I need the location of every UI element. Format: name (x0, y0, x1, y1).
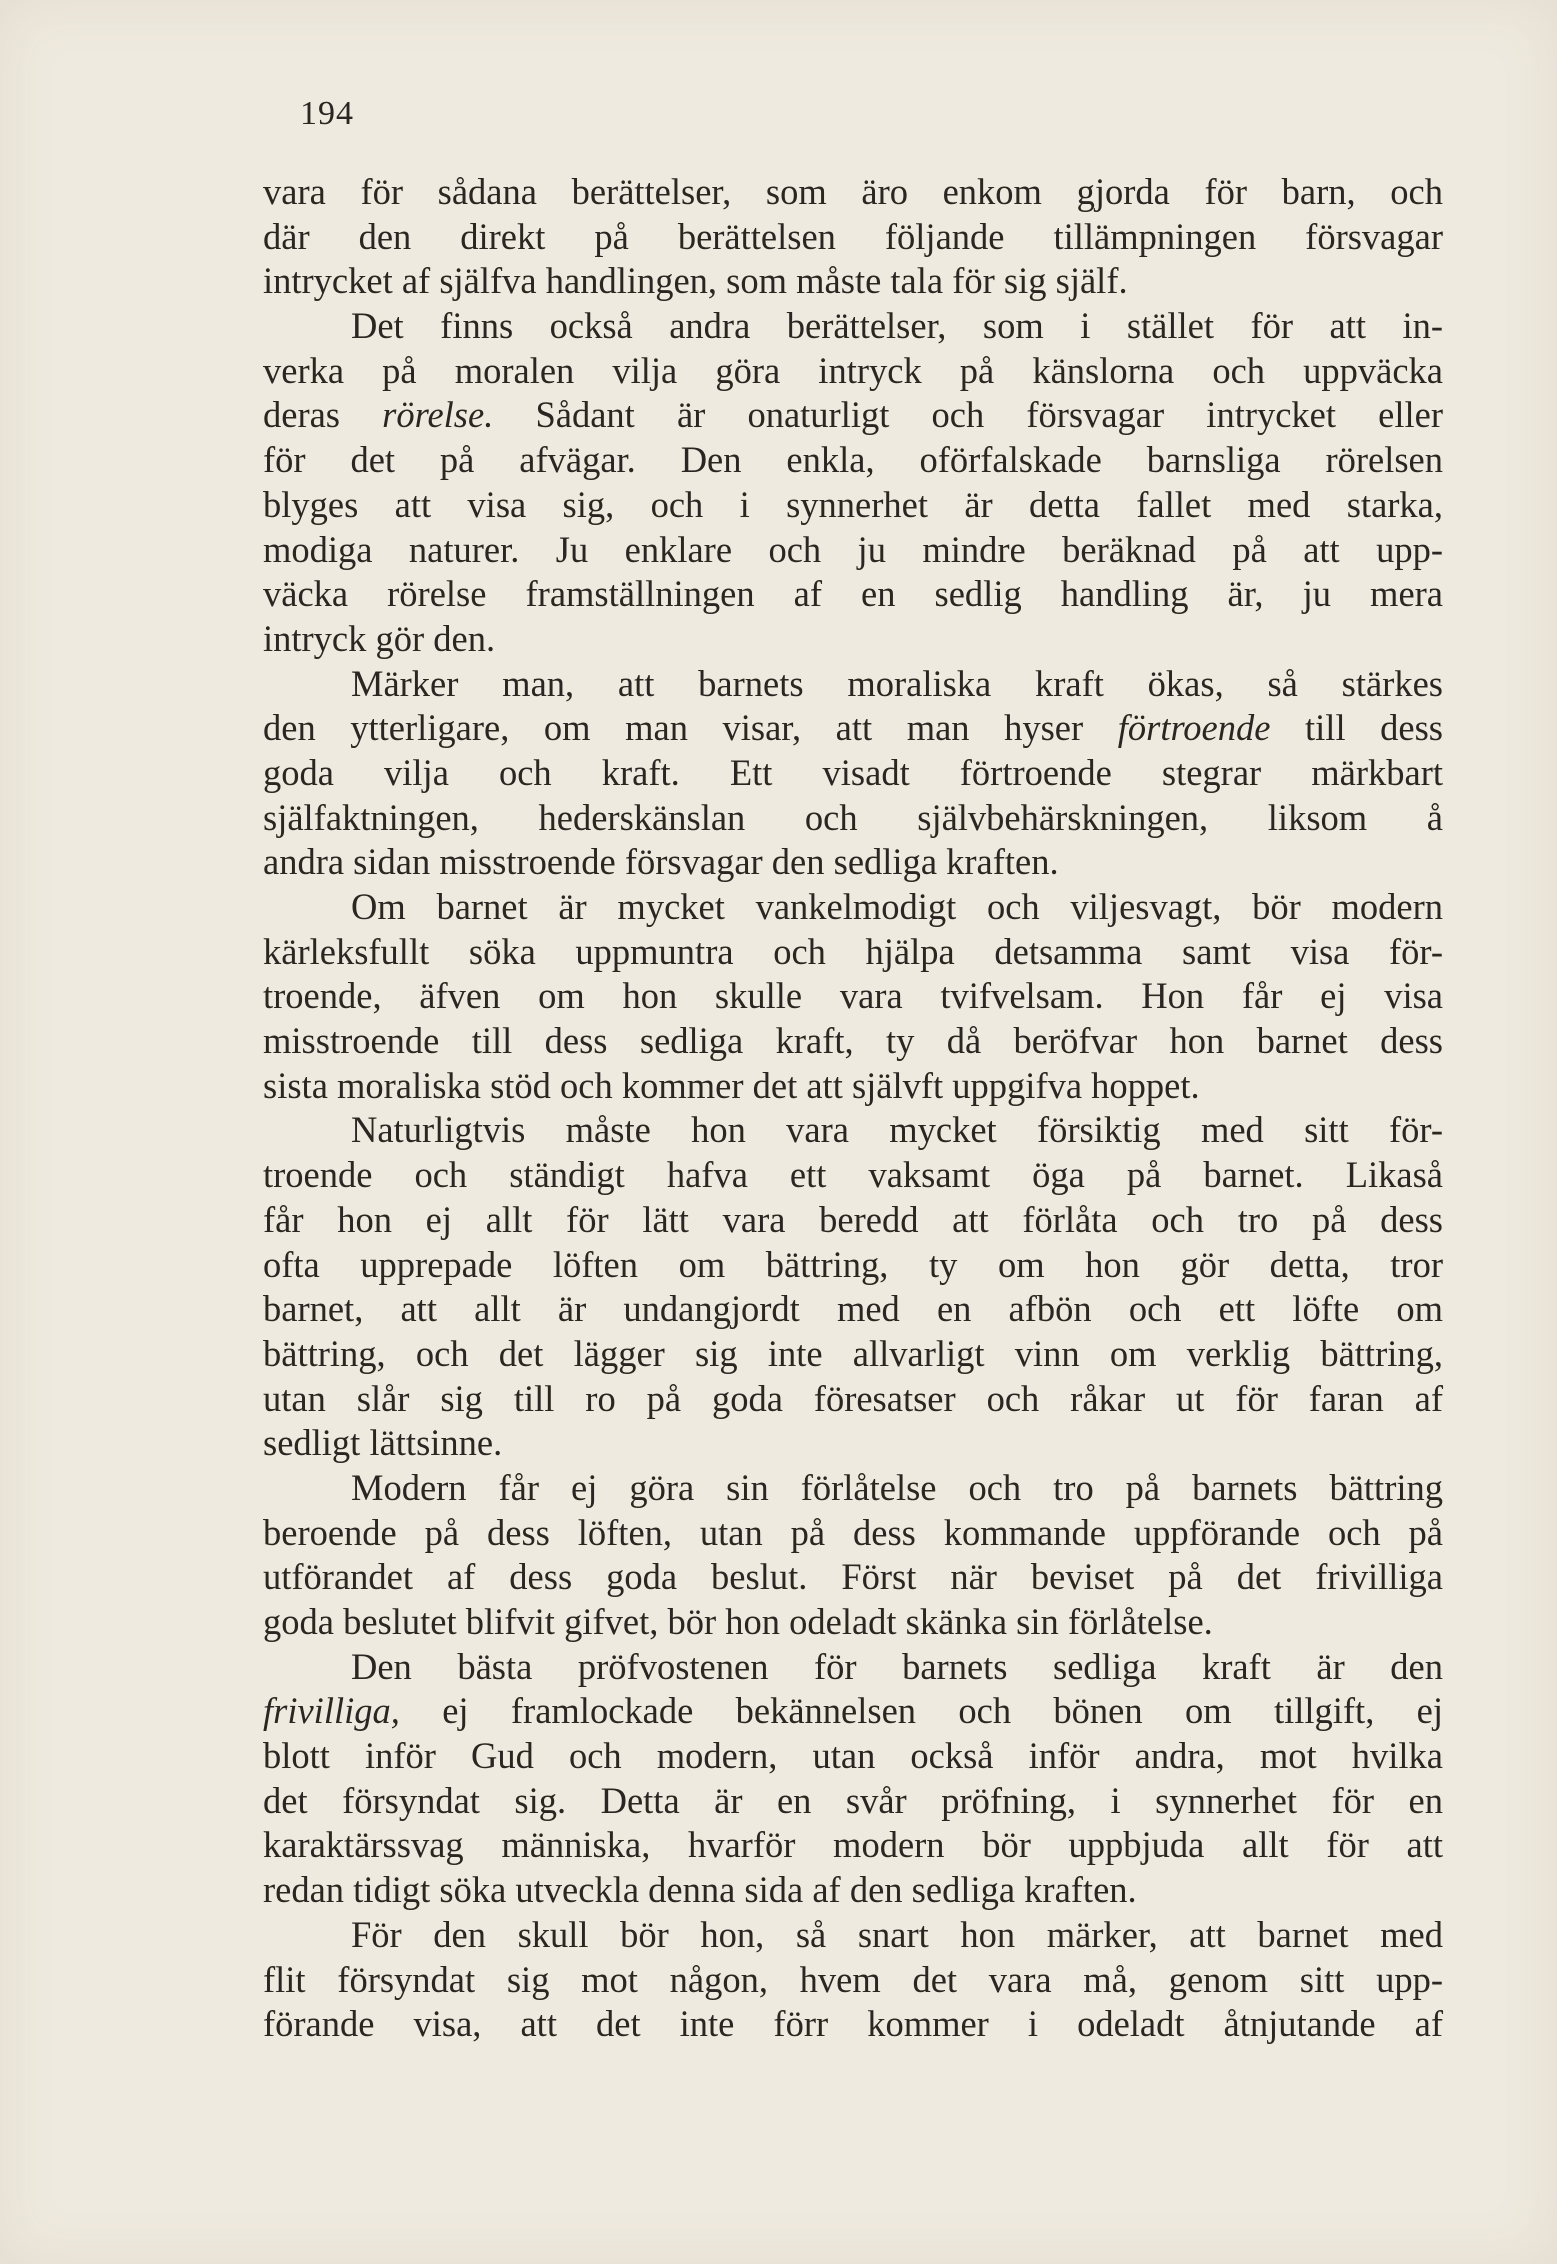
text-line: För den skull bör hon, så snart hon märker, att barnet med (351, 1913, 1443, 1955)
text-line (263, 393, 1443, 438)
text-line: barnet, att allt är undangjordt med en afbön och ett löfte om (263, 1288, 1443, 1330)
italic-emphasis: frivilliga, (263, 1690, 400, 1732)
italic-emphasis: rörelse. (382, 394, 494, 436)
text-segment: till dess (1270, 707, 1443, 749)
text-line: redan tidigt söka utveckla denna sida af den sedliga kraften. (263, 1869, 1137, 1911)
page-number: 194 (300, 95, 354, 132)
text-line: kärleksfullt söka uppmuntra och hjälpa detsamma samt visa för- (263, 930, 1443, 972)
text-line: Det finns också andra berättelser, som i stället för att in- (351, 305, 1443, 347)
text-segment: den ytterligare, om man visar, att man hyser (263, 707, 1118, 749)
text-line: bättring, och det lägger sig inte allvarligt vinn om verklig bättring, (263, 1332, 1443, 1374)
text-line: verka på moralen vilja göra intryck på känslorna och uppväcka (263, 349, 1443, 391)
text-segment: deras (263, 394, 383, 436)
text-line: Modern får ej göra sin förlåtelse och tro på barnets bättring (351, 1466, 1443, 1508)
text-line: blott inför Gud och modern, utan också inför andra, mot hvilka (263, 1735, 1443, 1777)
text-line: får hon ej allt för lätt vara beredd att förlåta och tro på dess (263, 1198, 1443, 1240)
text-line: förande visa, att det inte förr kommer i odeladt åtnjutande af (263, 2003, 1443, 2045)
italic-emphasis: förtroende (1117, 707, 1271, 749)
text-line: modiga naturer. Ju enklare och ju mindre beräknad på att upp- (263, 528, 1443, 570)
text-line: intryck gör den. (263, 617, 496, 659)
text-line: Märker man, att barnets moraliska kraft ökas, så stärkes (351, 662, 1443, 704)
text-line: Den bästa pröfvostenen för barnets sedliga kraft är den (351, 1645, 1443, 1687)
text-line: väcka rörelse framställningen af en sedlig handling är, ju mera (263, 573, 1443, 615)
text-line: intrycket af själfva handlingen, som måste tala för sig själf. (263, 260, 1128, 302)
text-line: Om barnet är mycket vankelmodigt och viljesvagt, bör modern (351, 886, 1443, 927)
text-line: karaktärssvag människa, hvarför modern bör uppbjuda allt för att (263, 1824, 1443, 1866)
text-line: utförandet af dess goda beslut. Först när beviset på det frivilliga (263, 1556, 1443, 1598)
text-line: goda vilja och kraft. Ett visadt förtroende stegrar märkbart (263, 751, 1443, 793)
text-line: goda beslutet blifvit gifvet, bör hon odeladt skänka sin förlåtelse. (263, 1601, 1213, 1642)
text-line: själfaktningen, hederskänslan och självbehärskningen, liksom å (263, 796, 1443, 838)
text-line: flit försyndat sig mot någon, hvem det vara må, genom sitt upp- (263, 1958, 1443, 2000)
text-line: blyges att visa sig, och i synnerhet är detta fallet med starka, (263, 483, 1443, 525)
text-line: troende och ständigt hafva ett vaksamt öga på barnet. Likaså (263, 1154, 1443, 1196)
text-segment: Sådant är onaturligt och försvagar intrycket eller (493, 394, 1444, 436)
text-line (263, 706, 1443, 751)
text-line: utan slår sig till ro på goda föresatser och råkar ut för faran af (263, 1377, 1443, 1419)
text-line: sista moraliska stöd och kommer det att självft uppgifva hoppet. (263, 1064, 1200, 1106)
text-line: sedligt lättsinne. (263, 1422, 503, 1464)
body-text (263, 170, 1443, 2047)
text-line: där den direkt på berättelsen följande tillämpningen försvagar (263, 215, 1443, 257)
text-line: ofta upprepade löften om bättring, ty om hon gör detta, tror (263, 1243, 1443, 1285)
text-line: det försyndat sig. Detta är en svår pröfning, i synnerhet för en (263, 1779, 1443, 1821)
text-line (263, 1689, 1443, 1734)
text-line: misstroende till dess sedliga kraft, ty då beröfvar hon barnet dess (263, 1020, 1443, 1062)
text-line: troende, äfven om hon skulle vara tvifvelsam. Hon får ej visa (263, 975, 1443, 1017)
text-line: beroende på dess löften, utan på dess kommande uppförande och på (263, 1511, 1443, 1553)
text-line: Naturligtvis måste hon vara mycket försiktig med sitt för- (351, 1109, 1443, 1151)
text-line: för det på afvägar. Den enkla, oförfalskade barnsliga rörelsen (263, 439, 1443, 481)
text-line: andra sidan misstroende försvagar den sedliga kraften. (263, 841, 1059, 883)
text-segment: ej framlockade bekännelsen och bönen om tillgift, ej (399, 1690, 1443, 1732)
text-line: vara för sådana berättelser, som äro enkom gjorda för barn, och (263, 171, 1443, 212)
